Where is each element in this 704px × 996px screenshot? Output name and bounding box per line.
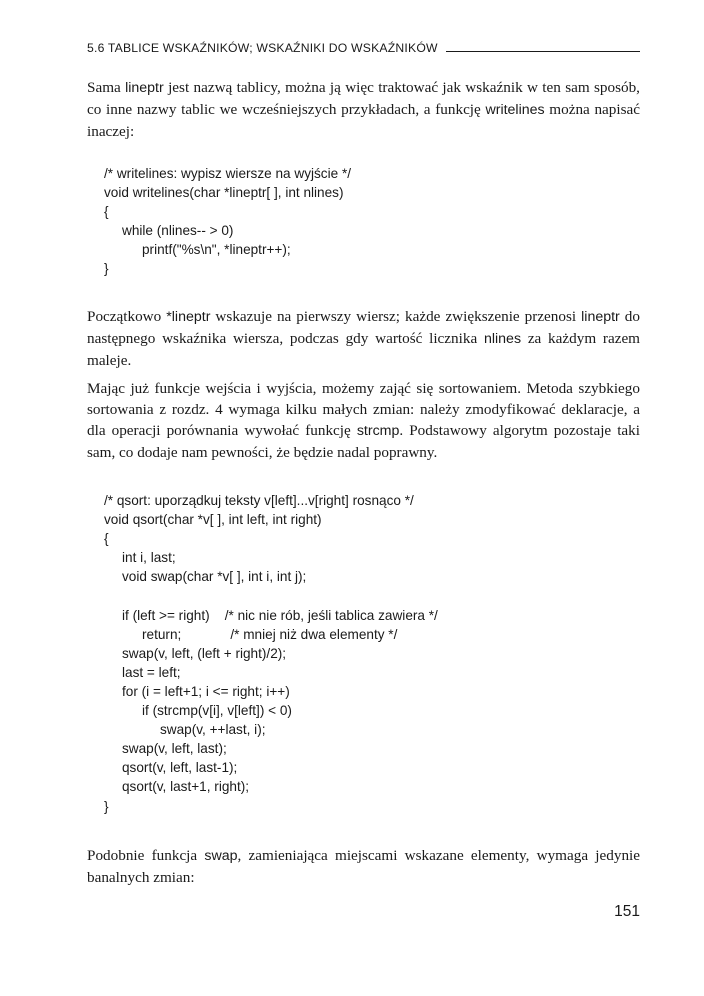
code-line: qsort(v, last+1, right); [122, 779, 250, 795]
code-line: { [104, 531, 109, 547]
text: Sama [87, 79, 126, 96]
code-block-qsort [104, 491, 438, 816]
code-term: strcmp [356, 423, 400, 439]
code-block-writelines [104, 164, 351, 279]
paragraph-sorting [87, 378, 640, 463]
code-line: void qsort(char *v[ ], int left, int right) [104, 512, 322, 528]
code-line: void writelines(char *lineptr[ ], int nlines) [104, 185, 344, 201]
code-line: qsort(v, left, last-1); [122, 760, 238, 776]
code-line: if (left >= right) /* nic nie rób, jeśli tablica zawiera */ [122, 607, 438, 623]
code-line: int i, last; [122, 550, 176, 566]
paragraph-lineptr [87, 306, 640, 371]
code-line: void swap(char *v[ ], int i, int j); [122, 569, 307, 585]
code-line: { [104, 204, 109, 220]
code-line: } [104, 261, 109, 277]
text: Podobnie funkcja [87, 847, 205, 864]
running-header [87, 38, 640, 58]
code-line: printf("%s\n", *lineptr++); [142, 242, 291, 258]
header-rule [446, 51, 640, 52]
text: można napisać inaczej: [87, 101, 640, 140]
code-line: return; /* mniej niż dwa elementy */ [142, 626, 398, 642]
code-line: /* qsort: uporządkuj teksty v[left]...v[right] rosnąco */ [104, 493, 414, 508]
code-line: swap(v, ++last, i); [160, 722, 266, 738]
text: wskazuje na pierwszy wiersz; każde zwiększenie przenosi [210, 308, 582, 325]
code-line: if (strcmp(v[i], v[left]) < 0) [142, 703, 292, 719]
code-line: swap(v, left, last); [122, 741, 227, 757]
text: , zamieniająca miejscami wskazane elementy, wymaga jedynie banalnych zmian: [87, 847, 640, 886]
paragraph-intro [87, 77, 640, 142]
code-term: nlines [483, 331, 522, 347]
header-title: 5.6 TABLICE WSKAŹNIKÓW; WSKAŹNIKI DO WSKAŹNIKÓW [87, 41, 438, 55]
code-term: swap [204, 848, 238, 864]
code-term: *lineptr [166, 309, 211, 325]
code-term: lineptr [125, 80, 164, 96]
text: . Podstawowy algorytm pozostaje taki sam, co dodaje nam pewności, że będzie nadal poprawny. [87, 422, 640, 461]
code-line: while (nlines-- > 0) [122, 223, 234, 239]
text: Mając już funkcje wejścia i wyjścia, możemy zająć się sortowaniem. Metoda szybkiego sortowania z rozdz. 4 wymaga kilku małych zmian: należy zmodyfikować deklaracje, a dla operacji porównania wywołać funkcję [87, 380, 640, 439]
code-term: lineptr [581, 309, 620, 325]
code-term: writelines [485, 102, 545, 118]
code-line: for (i = left+1; i <= right; i++) [122, 683, 290, 699]
code-line: /* writelines: wypisz wiersze na wyjście */ [104, 166, 352, 181]
paragraph-swap [87, 845, 640, 888]
text: do następnego wskaźnika wiersza, podczas gdy wartość licznika [87, 308, 640, 347]
text: za każdym razem maleje. [87, 330, 640, 369]
code-line: last = left; [122, 664, 181, 680]
code-line: } [104, 798, 109, 814]
text: Początkowo [87, 308, 167, 325]
code-line [104, 586, 438, 605]
code-line: swap(v, left, (left + right)/2); [122, 645, 287, 661]
page-number: 151 [614, 903, 640, 920]
text: jest nazwą tablicy, można ją więc traktować jak wskaźnik w ten sam sposób, co inne nazwy tablic we wcześniejszych przykładach, a funkcję [87, 79, 640, 118]
